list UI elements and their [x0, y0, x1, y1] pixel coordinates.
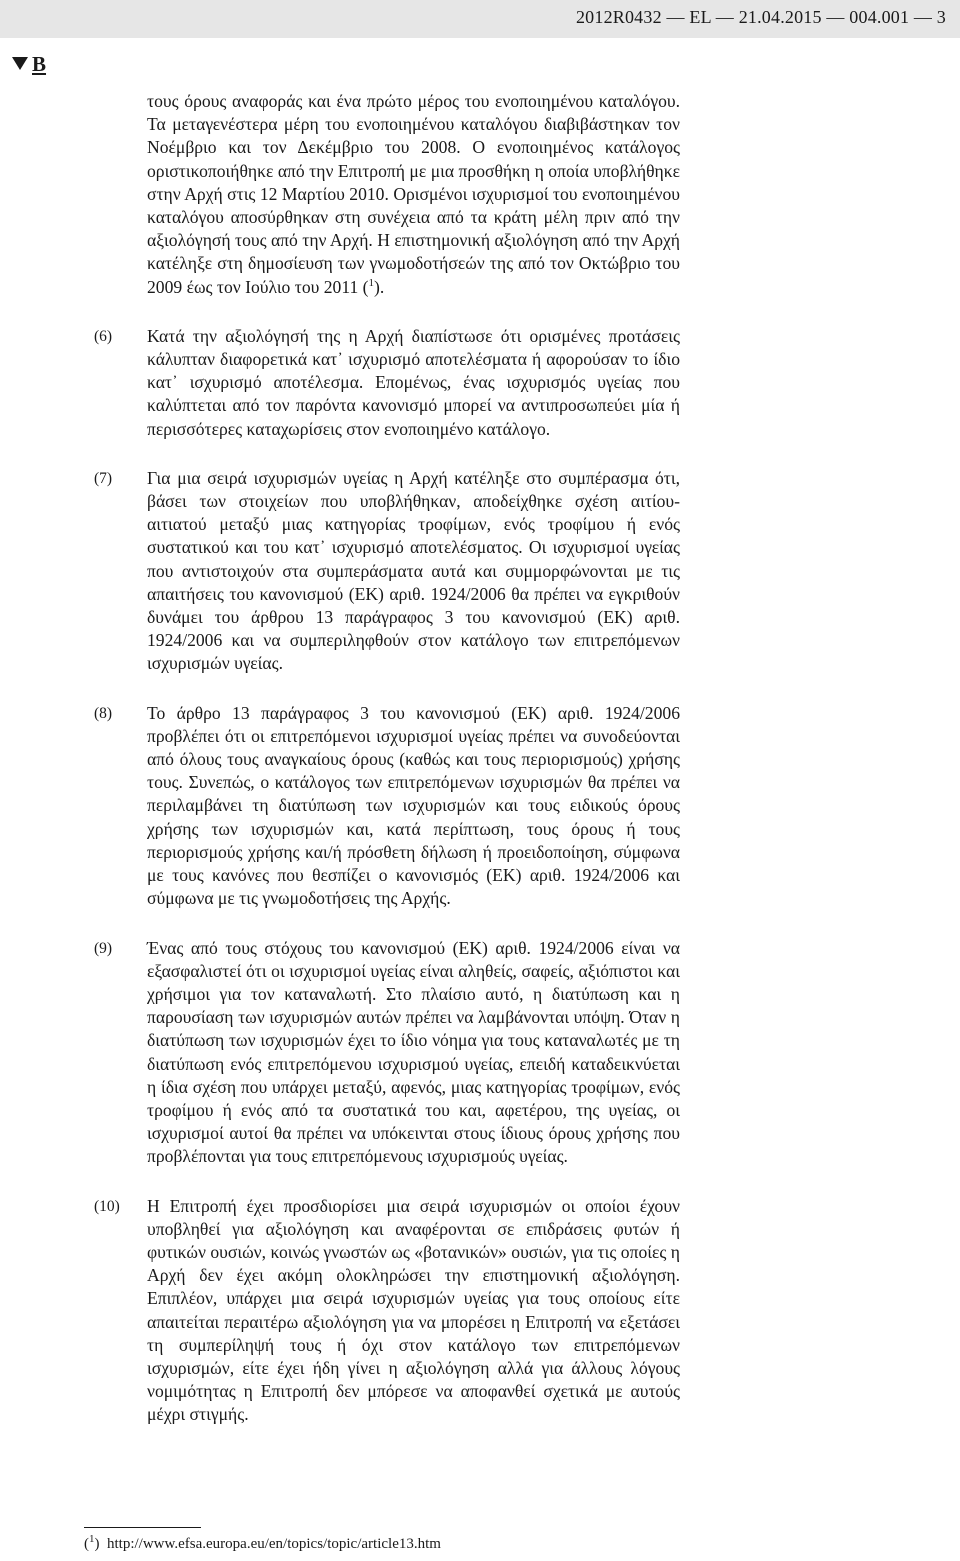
- recital-7: [94, 467, 680, 676]
- recital-number: (9): [94, 939, 113, 957]
- recital-number: (6): [94, 327, 113, 345]
- recital-number: (8): [94, 704, 113, 722]
- recital-text: Κατά την αξιολόγησή της η Αρχή διαπίστωσε ότι ορισμένες προτάσεις κάλυπταν διαφορετικά κατ᾽ ισχυρισμό αποτελέσματα ή αφορούσαν το ίδιο κατ᾽ ισχυρισμό αποτέλεσμα. Επομένως, ένας ισχυρισμός υγείας που καλύπτεται από τον παρόντα κανονισμό μπορεί να αντιπροσωπεύει μία ή περισσότερες καταχωρίσεις στον ενοποιημένο κατάλογο.: [147, 325, 680, 439]
- recital-text: Η Επιτροπή έχει προσδιορίσει μια σειρά ισχυρισμών οι οποίοι έχουν υποβληθεί για αξιολόγηση και αναφέρονται σε επιδράσεις φυτών ή φυτικών ουσιών, κοινώς γνωστών ως «βοτανικών» ουσιών, για τις οποίες η Αρχή δεν έχει ακόμη ολοκληρώσει την επιστημονική αξιολόγηση. Επιπλέον, υπάρχει μια σειρά ισχυρισμών υγείας για τους οποίους είτε απαιτείται περαιτέρω αξιολόγηση για να μπορέσει η Επιτροπή να εξετάσει τη συμπερίληψή τους ή όχι στον κατάλογο των επιτρεπόμενων ισχυρισμών, είτε έχει ήδη γίνει η αξιολόγηση αλλά για άλλους λόγους νομιμότητας η Επιτροπή δεν μπόρεσε να αποφανθεί σχετικά με αυτούς μέχρι στιγμής.: [147, 1195, 680, 1425]
- amendment-marker-label: B: [32, 52, 47, 76]
- document-header: [0, 0, 960, 38]
- recital-10: [94, 1195, 680, 1427]
- recital-6: [94, 325, 680, 441]
- footnote-separator: [84, 1527, 201, 1528]
- recital-number: (7): [94, 469, 113, 487]
- recital-text: τους όρους αναφοράς και ένα πρώτο μέρος του ενοποιημένου καταλόγου. Τα μεταγενέστερα μέρη του ενοποιημένου καταλόγου διαβιβάστηκαν τον Νοέμβριο και τον Δεκέμβριο του 2008. Ο ενοποιημένος κατάλογος οριστικοποιήθηκε από την Επιτροπή με μια προσθήκη η οποία υποβλήθηκε στην Αρχή στις 12 Μαρτίου 2010. Ορισμένοι ισχυρισμοί του ενοποιημένου καταλόγου αποσύρθηκαν στη συνέχεια από τα κράτη μέλη πριν από την αξιολόγησή τους από την Αρχή. Η επιστημονική αξιολόγηση από την Αρχή κατέληξε στη δημοσίευση των γνωμοδοτήσεών της από τον Οκτώβριο του 2009 έως τον Ιούλιο του 2011 (: [147, 91, 680, 297]
- recital-9: [94, 937, 680, 1169]
- recital-text-tail: ).: [374, 276, 385, 297]
- footnote: ($^1$) http://www.efsa.europa.eu/en/topics/topic/article13.htm: [84, 1533, 441, 1552]
- triangle-down-icon: [12, 57, 28, 70]
- recital-8: [94, 702, 680, 911]
- recital-continuation: [147, 90, 680, 299]
- recital-text: Το άρθρο 13 παράγραφος 3 του κανονισμού (ΕΚ) αριθ. 1924/2006 προβλέπει ότι οι επιτρεπόμενοι ισχυρισμοί υγείας πρέπει να συνοδεύονται από όλους τους αναγκαίους όρους (καθώς και τους περιορισμούς) χρήσης τους. Συνεπώς, ο κατάλογος των επιτρεπόμενων ισχυρισμών θα πρέπει να περιλαμβάνει τη διατύπωση των ισχυρισμών και τους ειδικούς όρους χρήσης των ισχυρισμών και, κατά περίπτωση, τους όρους ή τους περιορισμούς χρήσης και/ή πρόσθετη δήλωση ή προειδοποίηση, σύμφωνα με τους κανόνες που θεσπίζει ο κανονισμός (ΕΚ) αριθ. 1924/2006 και σύμφωνα με τις γνωμοδοτήσεις της Αρχής.: [147, 702, 680, 909]
- recital-number: (10): [94, 1197, 120, 1215]
- recital-text: Για μια σειρά ισχυρισμών υγείας η Αρχή κατέληξε στο συμπέρασμα ότι, βάσει των στοιχείων που υποβλήθηκαν, αποδείχθηκε σχέση αιτίου-αιτιατού μεταξύ μιας κατηγορίας τροφίμων, ενός τροφίμου ή ενός συστατικού και του κατ᾽ ισχυρισμό αποτελέσματος. Οι ισχυρισμοί υγείας που αντιστοιχούν στα συμπεράσματα αυτά και συμμορφώνονται με τις απαιτήσεις του κανονισμού (ΕΚ) αριθ. 1924/2006 θα πρέπει να εγκριθούν δυνάμει του άρθρου 13 παράγραφος 3 του κανονισμού (ΕΚ) αριθ. 1924/2006 και να συμπεριληφθούν στον κατάλογο των επιτρεπόμενων ισχυρισμών υγείας.: [147, 467, 680, 674]
- document-reference: 2012R0432 — EL — 21.04.2015 — 004.001 — 3: [575, 7, 946, 27]
- recitals-body: [94, 90, 680, 1427]
- recital-text: Ένας από τους στόχους του κανονισμού (ΕΚ) αριθ. 1924/2006 είναι να εξασφαλιστεί ότι οι ισχυρισμοί υγείας είναι αληθείς, σαφείς, αξιόπιστοι και χρήσιμοι για τον καταναλωτή. Στο πλαίσιο αυτό, η διατύπωση και η παρουσίαση των ισχυρισμών αυτών πρέπει να λαμβάνονται υπόψη. Όταν η διατύπωση των ισχυρισμών έχει το ίδιο νόημα για τους καταναλωτές με τη διατύπωση ενός επιτρεπόμενου ισχυρισμού υγείας, επειδή καταδεικνύεται η ίδια σχέση που υπάρχει μεταξύ, αφενός, μιας κατηγορίας τροφίμων, ενός τροφίμου ή ενός από τα συστατικά του και, αφετέρου, της υγείας, οι ισχυρισμοί αυτοί θα πρέπει να υπόκεινται στους ίδιους όρους χρήσης που προβλέπονται για τους επιτρεπόμενους ισχυρισμούς υγείας.: [147, 937, 680, 1167]
- footnote-link[interactable]: http://www.efsa.europa.eu/en/topics/topic/article13.htm: [107, 1536, 441, 1552]
- footnote-marker: 1: [89, 1533, 95, 1545]
- footnote-reference[interactable]: 1: [368, 276, 375, 289]
- amendment-marker: [12, 52, 46, 77]
